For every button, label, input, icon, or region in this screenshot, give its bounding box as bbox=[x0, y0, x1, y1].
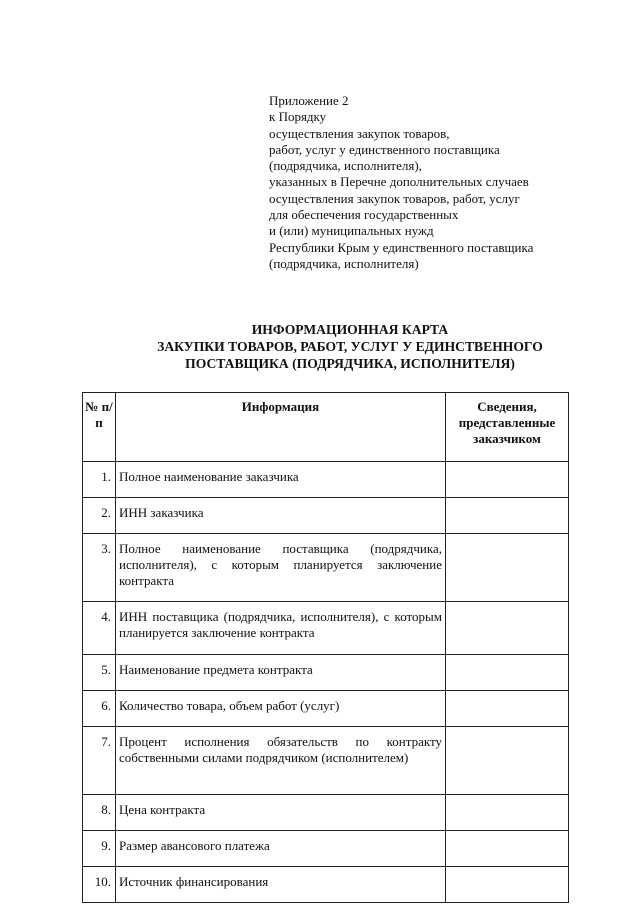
row-information: ИНН заказчика bbox=[116, 498, 446, 534]
header-number: № п/п bbox=[83, 393, 116, 462]
table-row bbox=[83, 462, 569, 498]
row-value-cell[interactable] bbox=[446, 462, 569, 498]
appendix-line: работ, услуг у единственного поставщика bbox=[269, 141, 500, 157]
table-row bbox=[83, 727, 569, 795]
info-card-table bbox=[82, 392, 569, 903]
row-value-cell[interactable] bbox=[446, 602, 569, 655]
table-row bbox=[83, 691, 569, 727]
title-line: ПОСТАВЩИКА (ПОДРЯДЧИКА, ИСПОЛНИТЕЛЯ) bbox=[185, 356, 515, 371]
header-information: Информация bbox=[116, 393, 446, 462]
row-value-cell[interactable] bbox=[446, 795, 569, 831]
appendix-line: (подрядчика, исполнителя) bbox=[269, 255, 419, 271]
appendix-line: для обеспечения государственных bbox=[269, 207, 459, 223]
table-row bbox=[83, 655, 569, 691]
row-number: 5. bbox=[83, 655, 116, 691]
row-information: Наименование предмета контракта bbox=[116, 655, 446, 691]
row-information: Количество товара, объем работ (услуг) bbox=[116, 691, 446, 727]
appendix-line: Приложение 2 bbox=[269, 93, 349, 108]
row-value-cell[interactable] bbox=[446, 691, 569, 727]
document-title bbox=[80, 321, 620, 372]
title-line: ЗАКУПКИ ТОВАРОВ, РАБОТ, УСЛУГ У ЕДИНСТВЕННОГО bbox=[157, 339, 543, 354]
header-customer-data: Сведения, представленные заказчиком bbox=[446, 393, 569, 462]
appendix-line: Республики Крым у единственного поставщика bbox=[269, 239, 534, 255]
row-number: 1. bbox=[83, 462, 116, 498]
row-value-cell[interactable] bbox=[446, 867, 569, 903]
row-value-cell[interactable] bbox=[446, 534, 569, 602]
appendix-block bbox=[269, 93, 609, 272]
table-row bbox=[83, 602, 569, 655]
row-number: 6. bbox=[83, 691, 116, 727]
table-row bbox=[83, 534, 569, 602]
row-value-cell[interactable] bbox=[446, 831, 569, 867]
table-row bbox=[83, 795, 569, 831]
row-value-cell[interactable] bbox=[446, 655, 569, 691]
table-header-row bbox=[83, 393, 569, 462]
table-row bbox=[83, 831, 569, 867]
row-number: 2. bbox=[83, 498, 116, 534]
row-information: Размер авансового платежа bbox=[116, 831, 446, 867]
row-number: 3. bbox=[83, 534, 116, 602]
row-value-cell[interactable] bbox=[446, 727, 569, 795]
table-row bbox=[83, 498, 569, 534]
appendix-line: к Порядку bbox=[269, 109, 327, 125]
appendix-line: осуществления закупок товаров, bbox=[269, 125, 450, 141]
row-number: 8. bbox=[83, 795, 116, 831]
appendix-line: и (или) муниципальных нужд bbox=[269, 223, 434, 239]
row-information: Процент исполнения обязательств по контракту собственными силами подрядчиком (исполнителем) bbox=[116, 727, 446, 795]
row-information: Цена контракта bbox=[116, 795, 446, 831]
row-value-cell[interactable] bbox=[446, 498, 569, 534]
row-number: 9. bbox=[83, 831, 116, 867]
row-information: Полное наименование заказчика bbox=[116, 462, 446, 498]
row-number: 4. bbox=[83, 602, 116, 655]
row-number: 10. bbox=[83, 867, 116, 903]
title-line: ИНФОРМАЦИОННАЯ КАРТА bbox=[251, 322, 449, 337]
table-row bbox=[83, 867, 569, 903]
row-information: Источник финансирования bbox=[116, 867, 446, 903]
row-number: 7. bbox=[83, 727, 116, 795]
row-information: Полное наименование поставщика (подрядчика, исполнителя), с которым планируется заключение контракта bbox=[116, 534, 446, 602]
appendix-line: указанных в Перечне дополнительных случаев bbox=[269, 174, 529, 190]
appendix-line: осуществления закупок товаров, работ, услуг bbox=[269, 190, 520, 206]
row-information: ИНН поставщика (подрядчика, исполнителя), с которым планируется заключение контракта bbox=[116, 602, 446, 655]
appendix-line: (подрядчика, исполнителя), bbox=[269, 158, 422, 174]
